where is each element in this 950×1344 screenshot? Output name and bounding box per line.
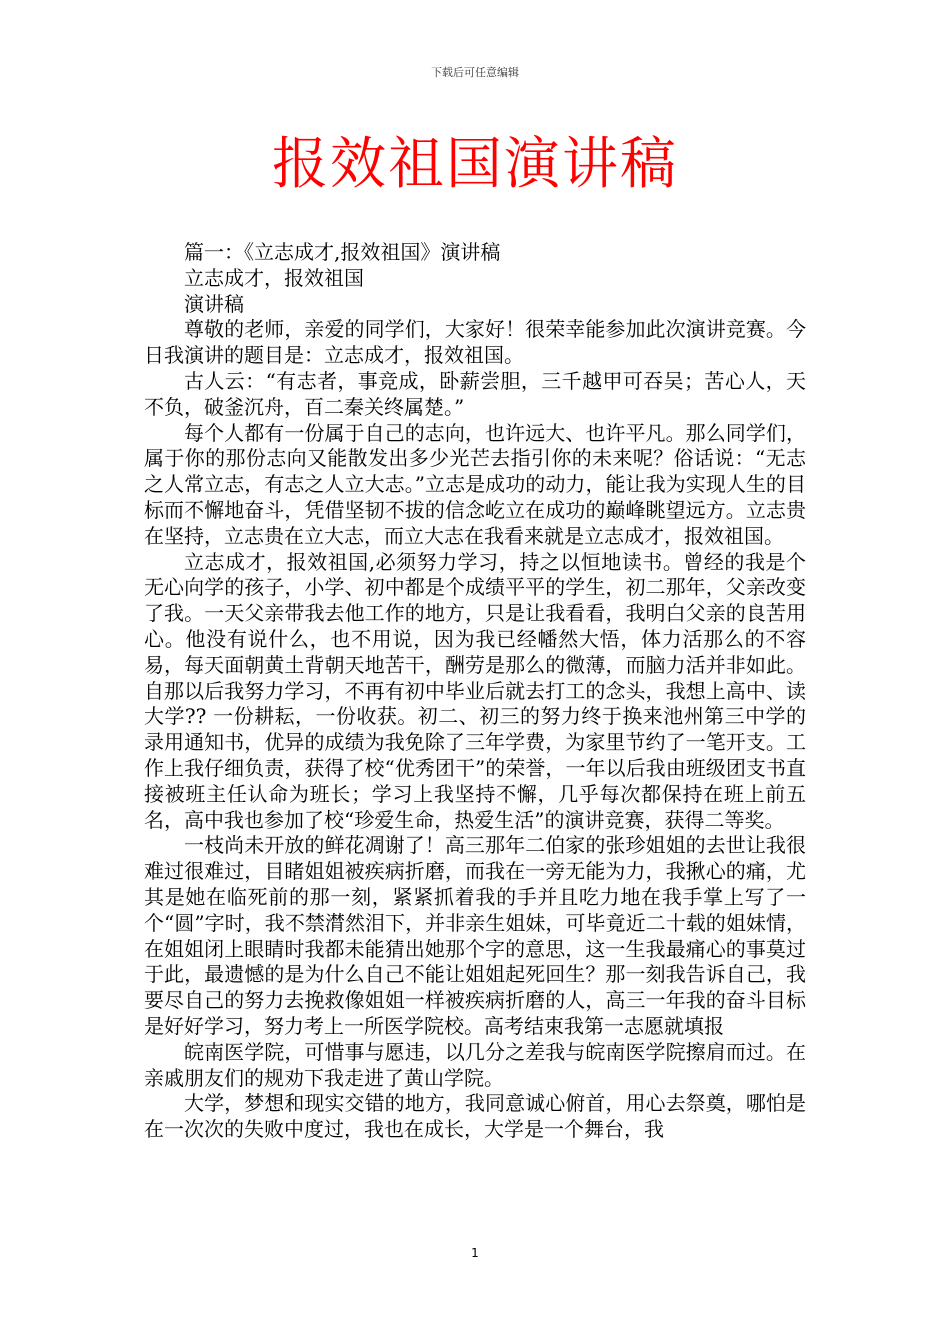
- paragraph: 立志成才，报效祖国,必须努力学习，持之以恒地读书。曾经的我是个无心向学的孩子，小学、初中都是个成绩平平的学生，初二那年，父亲改变了我。一天父亲带我去他工作的地方，只是让我看看，我明白父亲的良苦用心。他没有说什么，也不用说，因为我已经幡然大悟，体力活那么的不容易，每天面朝黄土背朝天地苦干，酬劳是那么的微薄，而脑力活并非如此。自那以后我努力学习，不再有初中毕业后就去打工的念头，我想上高中、读大学?? 一份耕耘，一份收获。初二、初三的努力终于换来池州第三中学的录用通知书，优异的成绩为我免除了三年学费，为家里节约了一笔开支。工作上我仔细负责，获得了校“优秀团干”的荣誉，一年以后我由班级团支书直接被班主任认命为班长；学习上我坚持不懈，几乎每次都保持在班上前五名，高中我也参加了校“珍爱生命，热爱生活”的演讲竞赛，获得二等奖。: [144, 549, 806, 832]
- document-body: [144, 240, 806, 1143]
- paragraph: 大学，梦想和现实交错的地方，我同意诚心俯首，用心去祭奠，哪怕是在一次次的失败中度过，我也在成长，大学是一个舞台，我: [144, 1091, 806, 1142]
- paragraph: 篇一：《立志成才,报效祖国》演讲稿: [184, 240, 501, 264]
- paragraph: 古人云：“有志者，事竞成，卧薪尝胆，三千越甲可吞吴；苦心人，天不负，破釜沉舟，百二秦关终属楚。”: [144, 368, 806, 419]
- paragraph: 立志成才，报效祖国: [184, 265, 364, 290]
- paragraph: 尊敬的老师，亲爱的同学们，大家好！很荣幸能参加此次演讲竞赛。今日我演讲的题目是：立志成才，报效祖国。: [144, 317, 806, 368]
- document-title: 报效祖国演讲稿: [272, 132, 678, 197]
- page-number: 1: [471, 1246, 479, 1260]
- paragraph: 皖南医学院，可惜事与愿违，以几分之差我与皖南医学院擦肩而过。在亲戚朋友们的规劝下我走进了黄山学院。: [144, 1039, 806, 1090]
- header-note: 下载后可任意编辑: [431, 66, 519, 79]
- paragraph: 演讲稿: [184, 291, 244, 316]
- paragraph: 一枝尚未开放的鲜花凋谢了！高三那年二伯家的张珍姐姐的去世让我很难过很难过，目睹姐姐被疾病折磨，而我在一旁无能为力，我揪心的痛，尤其是她在临死前的那一刻，紧紧抓着我的手并且吃力地在我手掌上写了一个“圆”字时，我不禁潸然泪下，并非亲生姐妹，可毕竟近二十载的姐妹情，在姐姐闭上眼睛时我都未能猜出她那个字的意思，这一生我最痛心的事莫过于此，最遗憾的是为什么自己不能让姐姐起死回生？那一刻我告诉自己，我要尽自己的努力去挽救像姐姐一样被疾病折磨的人，高三一年我的奋斗目标是好好学习，努力考上一所医学院校。高考结束我第一志愿就填报: [144, 833, 806, 1038]
- paragraph: 每个人都有一份属于自己的志向，也许远大、也许平凡。那么同学们，属于你的那份志向又能散发出多少光芒去指引你的未来呢？俗话说：“无志之人常立志，有志之人立大志。”立志是成功的动力，能让我为实现人生的目标而不懈地奋斗，凭借坚韧不拔的信念屹立在成功的巅峰眺望远方。立志贵在坚持，立志贵在立大志，而立大志在我看来就是立志成才，报效祖国。: [144, 420, 806, 548]
